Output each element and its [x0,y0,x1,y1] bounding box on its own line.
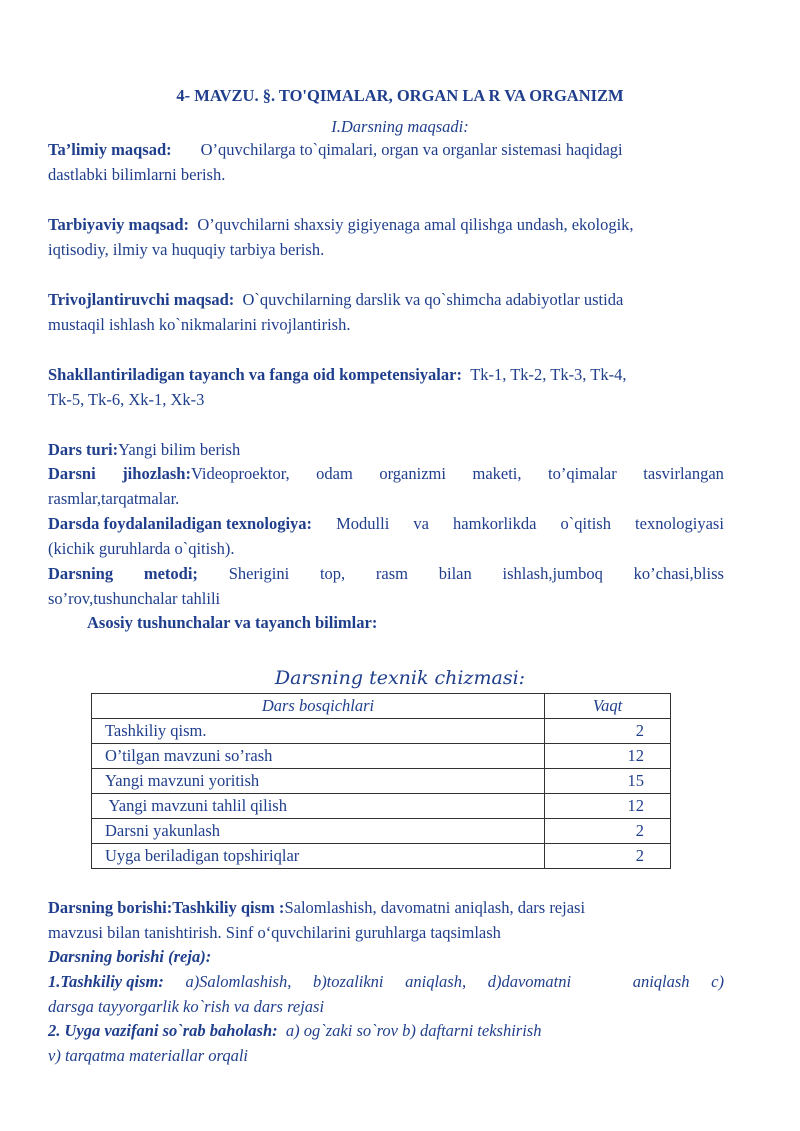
kompetensiya-line-1 [48,365,626,385]
table-row [92,819,671,844]
reja2-line-2: v) tarqatma materiallar orqali [48,1046,248,1065]
reja2-text: a) og`zaki so`rov b) daftarni tekshirish [285,1021,542,1040]
jihozlash-word-5: to’qimalar [548,464,617,483]
header-time: Vaqt [545,694,671,719]
metod-word-3: rasm [375,564,408,583]
table-row [92,794,671,819]
dars-turi-line [48,440,240,460]
rivojlantiruvchi-line-2: mustaqil ishlash ko`nikmalarini rivojlantirish. [48,315,351,334]
tarbiyaviy-label: Tarbiyaviy maqsad: [48,215,190,234]
reja1-word-2: b)tozalikni [312,972,384,991]
jihozlash-word [122,464,289,484]
talimiy-label: Ta’limiy maqsad: [48,140,172,159]
borishi-label: Darsning borishi:Tashkiliy qism : [48,898,285,917]
texnologiya-word-2: va [413,514,429,533]
stage-cell: Yangi mavzuni tahlil qilish [92,794,545,819]
reja1-word-6: c) [711,972,724,991]
stages-table [91,693,671,869]
section-subtitle: I.Darsning maqsadi: [331,117,469,136]
header-stages: Dars bosqichlari [92,694,545,719]
borishi-text: Salomlashish, davomatni aniqlash, dars rejasi [284,898,586,917]
kompetensiya-label: Shakllantiriladigan tayanch va fanga oid kompetensiyalar: [48,365,462,384]
reja1-line-2: darsga tayyorgarlik ko`rish va dars rejasi [48,997,325,1016]
texnologiya-line-1 [48,514,724,534]
texnologiya-word-4: o`qitish [560,514,611,533]
dars-turi-text: Yangi bilim berish [118,440,241,459]
metod-word-2: top, [319,564,346,583]
time-cell: 15 [545,769,671,794]
jihozlash-line-2: rasmlar,tarqatmalar. [48,489,180,508]
time-cell: 12 [545,794,671,819]
reja2-label: 2. Uyga vazifani so`rab baholash: [48,1021,278,1040]
rivojlantiruvchi-text: O`quvchilarning darslik va qo`shimcha adabiyotlar ustida [242,290,624,309]
reja1-label: 1.Tashkiliy qism: [48,972,164,991]
metod-label-1: Darsning [48,564,114,583]
jihozlash-label-2: jihozlash: [122,464,191,483]
stage-cell: Uyga beriladigan topshiriqlar [92,844,545,869]
table-row [92,844,671,869]
jihozlash-word-1: Videoproektor, [190,464,290,483]
kompetensiya-line-2: Tk-5, Tk-6, Xk-1, Xk-3 [48,390,205,409]
reja1-word-3: aniqlash, [405,972,467,991]
metod-word-4: bilan [438,564,472,583]
page-title: 4- MAVZU. §. TO'QIMALAR, ORGAN LA R VA ORGANIZM [176,86,624,105]
borishi-line-2: mavzusi bilan tanishtirish. Sinf o‘quvchilarini guruhlarga taqsimlash [48,923,501,942]
talimiy-line-1 [48,140,623,160]
texnologiya-word-3: hamkorlikda [453,514,537,533]
texnologiya-line-2: (kichik guruhlarda o`qitish). [48,539,235,558]
metod-word-5: ishlash,jumboq [502,564,603,583]
table-row [92,769,671,794]
reja1-word-1: a)Salomlashish, [185,972,292,991]
jihozlash-line-1 [48,464,724,484]
time-cell: 12 [545,744,671,769]
metod-label-2: metodi; [143,564,198,583]
time-cell: 2 [545,819,671,844]
metod-line-2: so’rov,tushunchalar tahlili [48,589,221,608]
jihozlash-label: Darsni [48,464,96,483]
reja1-word-5: aniqlash [632,972,690,991]
dars-turi-label: Dars turi: [48,440,119,459]
metod-word-1: Sherigini [228,564,290,583]
stage-cell: Darsni yakunlash [92,819,545,844]
reja2-line-1 [48,1021,541,1041]
metod-line-1 [48,564,724,584]
tarbiyaviy-line-1 [48,215,634,235]
stage-cell: Yangi mavzuni yoritish [92,769,545,794]
time-cell: 2 [545,844,671,869]
talimiy-text: O’quvchilarga to`qimalari, organ va organlar sistemasi haqidagi [200,140,623,159]
tarbiyaviy-text: O’quvchilarni shaxsiy gigiyenaga amal qilishga undash, ekologik, [197,215,634,234]
texnologiya-word-5: texnologiyasi [635,514,724,533]
jihozlash-word-3: organizmi [379,464,446,483]
jihozlash-word-6: tasvirlangan [643,464,724,483]
tarbiyaviy-line-2: iqtisodiy, ilmiy va huquqiy tarbiya berish. [48,240,325,259]
stage-cell: O’tilgan mavzuni so’rash [92,744,545,769]
time-cell: 2 [545,719,671,744]
chizma-title: Darsning texnik chizmasi: [274,667,526,689]
rivojlantiruvchi-label: Trivojlantiruvchi maqsad: [48,290,235,309]
texnologiya-word-1: Modulli [336,514,390,533]
table-row [92,719,671,744]
rivojlantiruvchi-line-1 [48,290,623,310]
reja1-line-1 [48,972,724,992]
table-header-row [92,694,671,719]
talimiy-line-2: dastlabki bilimlarni berish. [48,165,226,184]
reja1-word-4: d)davomatni [487,972,572,991]
jihozlash-word-4: maketi, [472,464,522,483]
reja-heading: Darsning borishi (reja): [48,947,212,966]
texnologiya-label: Darsda foydalaniladigan texnologiya: [48,514,313,533]
metod-word-6: ko’chasi,bliss [633,564,724,583]
table-row [92,744,671,769]
asosiy-heading: Asosiy tushunchalar va tayanch bilimlar: [87,613,378,632]
jihozlash-word-2: odam [316,464,353,483]
kompetensiya-text: Tk-1, Tk-2, Tk-3, Tk-4, [470,365,627,384]
borishi-line-1 [48,898,585,918]
stage-cell: Tashkiliy qism. [92,719,545,744]
